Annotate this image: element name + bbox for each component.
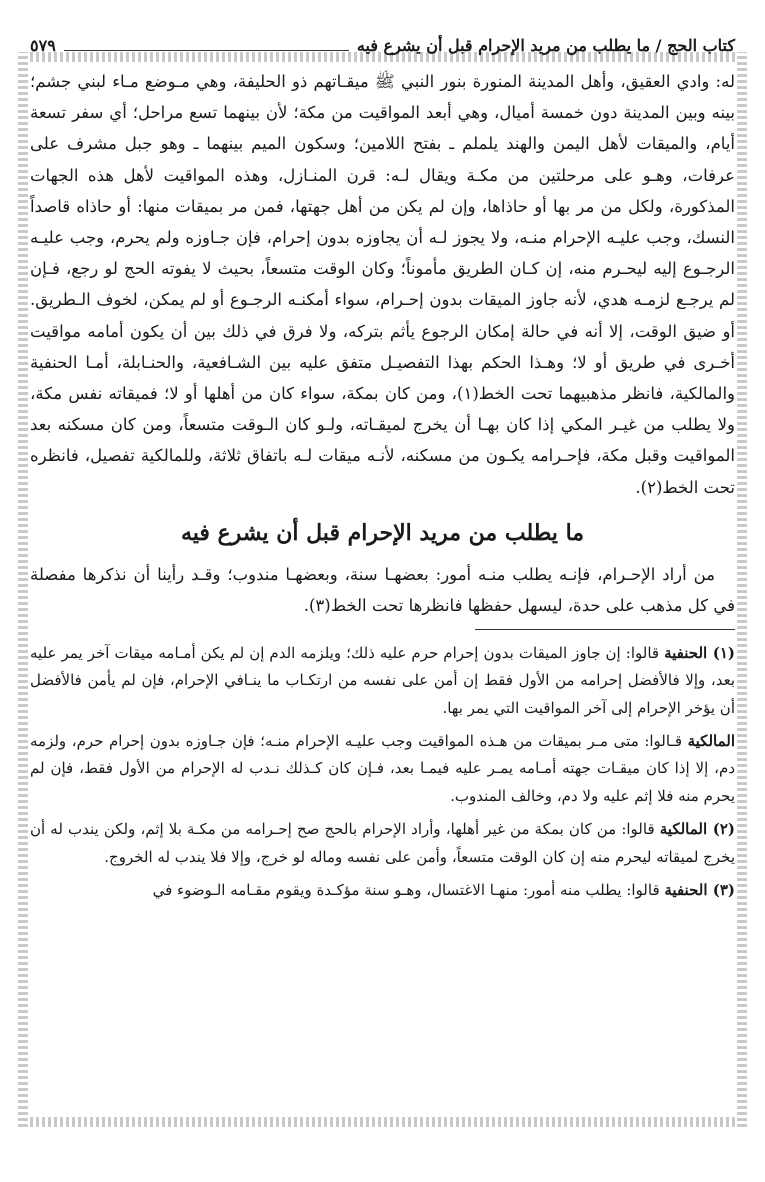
- footnotes: [30, 640, 735, 905]
- footnote-text: قـالوا: متى مـر بميقات من هـذه المواقيت وجب عليـه الإحرام منـه؛ فإن جـاوزه بدون إحرام حرم، ولزمه دم، إلا إذا كان ميقـات جهته أمـامه يمـر عليه فيمـا بعد، فـإن كان كـذلك نـدب له الإحرام من الأول فقط، فإن لم يحرم منه فلا إثم عليه ولا دم، وخالف المندوب.: [30, 732, 735, 805]
- footnote-lead: (١) الحنفية: [664, 643, 735, 662]
- header-title: كتاب الحج / ما يطلب من مريد الإحرام قبل أن يشرع فيه: [356, 36, 735, 55]
- footnote-text: قالوا: يطلب منه أمور: منهـا الاغتسال، وهـو سنة مؤكـدة ويقوم مقـامه الـوضوء في: [152, 881, 665, 900]
- section-title: ما يطلب من مريد الإحرام قبل أن يشرع فيه: [180, 519, 585, 546]
- page-content: [30, 36, 735, 911]
- footnote-1-maliki: [30, 728, 735, 810]
- ornamental-border-right: [737, 52, 747, 1127]
- main-paragraph: له: وادي العقيق، وأهل المدينة المنورة بنور النبي ﷺ ميقـاتهم ذو الحليفة، وهي مـوضع مـاء لبني جشم؛ بينه وبين المدينة دون خمسة أميال، وهي أبعد المواقيت من مكة؛ لأن بينهما تسع مراحل؛ أي سفر تسعة أيام، والميقات لأهل اليمن والهند يلملم ـ بفتح اللامين؛ وسكون الميم بينهما ـ وهو جبل مشرف على عرفات، وهـو على مرحلتين من مكـة ويقال لـه: قرن المنـازل، وهذه المواقيت لأهل هذه الجهات المذكورة، ولكل من مر بها أو حاذاها، وإن لم يكن من أهل جهتها، فمن مر بميقات منها: أو حاذاه قاصداً النسك، وجب عليـه الإحرام منـه، ولا يجوز لـه أن يجاوزه بدون إحرام، فإن جـاوزه ولم يحرم، وجب عليـه الرجـوع إليه ليحـرم منه، إن كـان الطريق مأموناً؛ وكان الوقت متسعاً، بحيث لا يفوته الحج لو رجع، فـإن لم يرجـع لزمـه هدي، لأنه جاوز الميقات بدون إحـرام، سواء أمكنـه الرجـوع أو لم يمكن، لخوف الـطريق. أو ضيق الوقت، إلا أنه في حالة إمكان الرجوع يأثم بتركه، ولا فرق في ذلك بين أن يكون أمامه مواقيت أخـرى في طريق أو لا؛ وهـذا الحكم بهذا التفصيـل متفق عليه بين الشـافعية، والحنـابلة، أمـا الحنفية والمالكية، فانظر مذهبيهما تحت الخط(١)، ومن كان بمكة، سواء كان من أهلها أو لا؛ فميقاته نفس مكة، ولا يطلب من غيـر المكي إذا كان بهـا أن يخرج لميقـاته، ولـو كان الـوقت متسعاً، ومن كان مسكنه بعد المواقيت وقبل مكة، فإحـرامه يكـون من مسكنه، لأنـه ميقات لـه باتفاق ثلاثة، وللمالكية تفصيل، فانظره تحت الخط(٢).: [30, 72, 735, 497]
- footnote-3: [30, 877, 735, 904]
- ornamental-border-bottom: [18, 1117, 747, 1127]
- footnote-lead: (٣) الحنفية: [664, 881, 735, 900]
- footnote-text: قالوا: إن جاوز الميقات بدون إحرام حرم عليه ذلك؛ ويلزمه الدم إن لم يكن أمـامه ميقات آخر يمر عليه بعد، وإلا فالأفضل إحرامه من الأول فقط إن أمن على نفسه من ارتكـاب ما ينـافي الإحرام، فإن لم يأمن فالأفضل أن يؤخر الإحرام إلى آخر المواقيت التي يمر بها.: [30, 643, 735, 717]
- section-intro: من أراد الإحـرام، فإنـه يطلب منـه أمور: بعضهـا سنة، وبعضهـا مندوب؛ وقـد رأينا أن نذكرها مفصلة في كل مذهب على حدة، ليسهل حفظها فانظرها تحت الخط(٣).: [30, 564, 735, 615]
- footnote-text: قالوا: من كان بمكة من غير أهلها، وأراد الإحرام بالحج صح إحـرامه من مكـة بلا إثم، ولكن يندب له أن يخرج لميقاته ليحرم منه إن كان الوقت متسعاً، وأمن على نفسه وماله لو خرج، وإلا فلا يندب له الخروج.: [30, 820, 735, 866]
- page-number: ٥٧٩: [30, 36, 56, 55]
- running-header: [30, 36, 735, 64]
- footnote-1: [30, 640, 735, 722]
- header-rule: [64, 50, 349, 51]
- footnote-divider: [475, 629, 735, 630]
- footnote-2: [30, 816, 735, 871]
- footnote-lead: (٢) المالكية: [659, 820, 735, 839]
- footnote-lead: المالكية: [687, 732, 735, 751]
- ornamental-border-left: [18, 52, 28, 1127]
